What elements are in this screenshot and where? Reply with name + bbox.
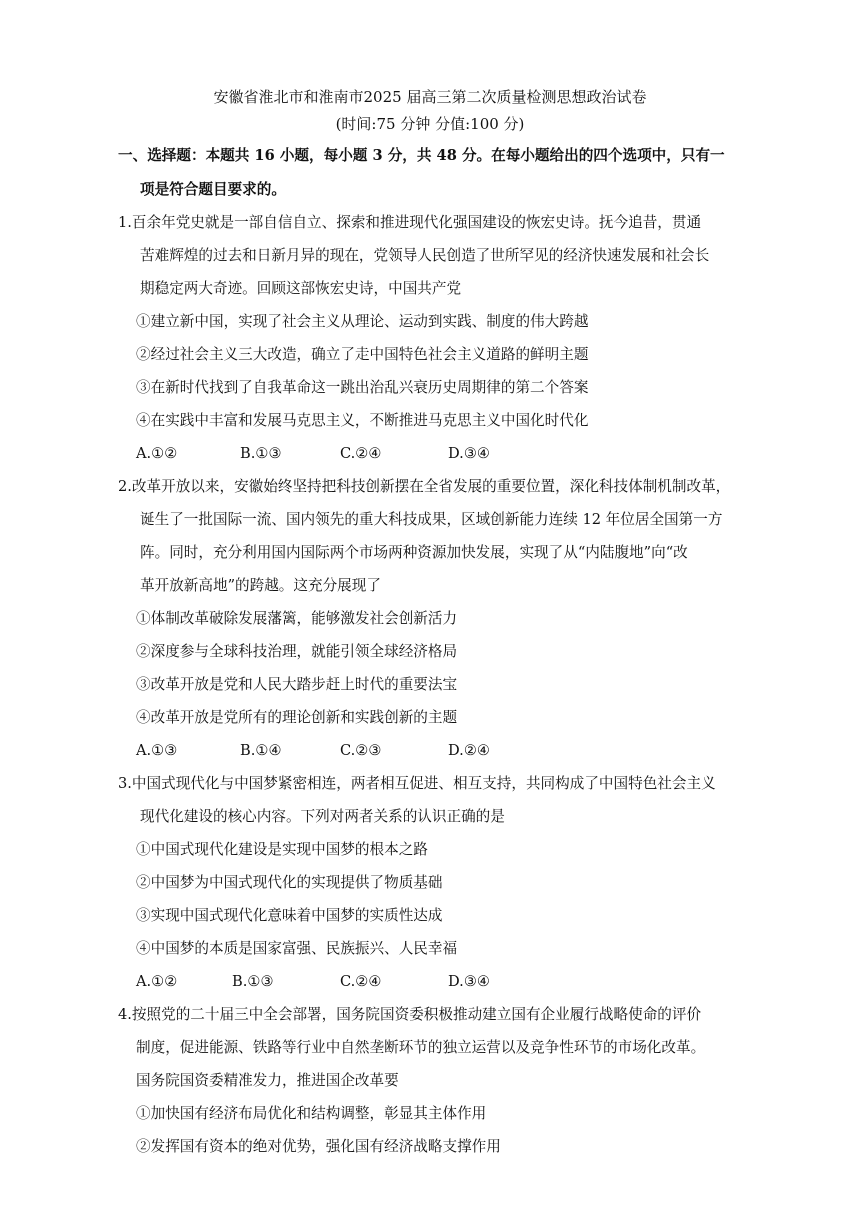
q2-item: ④改革开放是党所有的理论创新和实践创新的主题 (136, 709, 458, 726)
section-heading-cont: 项是符合题目要求的。 (140, 181, 286, 198)
q3-option-d: D.③④ (448, 973, 490, 990)
q2-option-c: C.②③ (340, 742, 382, 759)
q1-item: ①建立新中国，实现了社会主义从理论、运动到实践、制度的伟大跨越 (136, 313, 589, 330)
q2-stem-line: 革开放新高地”的跨越。这充分展现了 (140, 577, 381, 594)
q2-stem-line: 阵。同时，充分利用国内国际两个市场两种资源加快发展，实现了从“内陆腹地”向“改 (140, 544, 688, 561)
q1-option-d: D.③④ (448, 445, 490, 462)
q2-stem-line: 2.改革开放以来，安徽始终坚持把科技创新摆在全省发展的重要位置，深化科技体制机制改革， (118, 478, 731, 495)
q4-item: ①加快国有经济布局优化和结构调整，彰显其主体作用 (136, 1105, 487, 1122)
q2-option-b: B.①④ (240, 742, 282, 759)
exam-title: 安徽省淮北市和淮南市2025 届高三第二次质量检测思想政治试卷 (213, 88, 647, 106)
q4-stem-line: 4.按照党的二十届三中全会部署，国务院国资委积极推动建立国有企业履行战略使命的评价 (118, 1006, 702, 1023)
q1-stem-line: 1.百余年党史就是一部自信自立、探索和推进现代化强国建设的恢宏史诗。抚今追昔，贯通 (118, 214, 702, 231)
q1-item: ③在新时代找到了自我革命这一跳出治乱兴衰历史周期律的第二个答案 (136, 379, 589, 396)
q3-option-c: C.②④ (340, 973, 382, 990)
q1-item: ④在实践中丰富和发展马克思主义，不断推进马克思主义中国化时代化 (136, 412, 589, 429)
q3-option-a: A.①② (136, 973, 178, 990)
q3-item: ③实现中国式现代化意味着中国梦的实质性达成 (136, 907, 443, 924)
q4-stem-line: 制度，促进能源、铁路等行业中自然垄断环节的独立运营以及竞争性环节的市场化改革。 (136, 1039, 706, 1056)
q3-item: ②中国梦为中国式现代化的实现提供了物质基础 (136, 874, 443, 891)
q3-stem-line: 3.中国式现代化与中国梦紧密相连，两者相互促进、相互支持，共同构成了中国特色社会主义 (118, 775, 716, 792)
q2-item: ②深度参与全球科技治理，就能引领全球经济格局 (136, 643, 458, 660)
section-heading: 一、选择题：本题共 16 小题，每小题 3 分，共 48 分。在每小题给出的四个选项中，只有一 (118, 147, 725, 164)
q1-option-b: B.①③ (240, 445, 282, 462)
q2-option-a: A.①③ (136, 742, 178, 759)
q2-option-d: D.②④ (448, 742, 490, 759)
q3-item: ①中国式现代化建设是实现中国梦的根本之路 (136, 841, 428, 858)
q2-item: ①体制改革破除发展藩篱，能够激发社会创新活力 (136, 610, 458, 627)
q1-item: ②经过社会主义三大改造，确立了走中国特色社会主义道路的鲜明主题 (136, 346, 589, 363)
q1-option-c: C.②④ (340, 445, 382, 462)
q3-option-b: B.①③ (232, 973, 274, 990)
q2-item: ③改革开放是党和人民大踏步赶上时代的重要法宝 (136, 676, 458, 693)
q1-stem-line: 苦难辉煌的过去和日新月异的现在，党领导人民创造了世所罕见的经济快速发展和社会长 (140, 247, 710, 264)
q3-item: ④中国梦的本质是国家富强、民族振兴、人民幸福 (136, 940, 458, 957)
q3-stem-line: 现代化建设的核心内容。下列对两者关系的认识正确的是 (140, 808, 505, 825)
q2-stem-line: 诞生了一批国际一流、国内领先的重大科技成果，区域创新能力连续 12 年位居全国第一方 (140, 511, 723, 528)
q1-option-a: A.①② (136, 445, 178, 462)
q4-stem-line: 国务院国资委精准发力，推进国企改革要 (136, 1072, 399, 1089)
q1-stem-line: 期稳定两大奇迹。回顾这部恢宏史诗，中国共产党 (140, 280, 462, 297)
exam-subtitle: (时间:75 分钟 分值:100 分) (335, 115, 525, 133)
q4-item: ②发挥国有资本的绝对优势，强化国有经济战略支撑作用 (136, 1138, 501, 1155)
